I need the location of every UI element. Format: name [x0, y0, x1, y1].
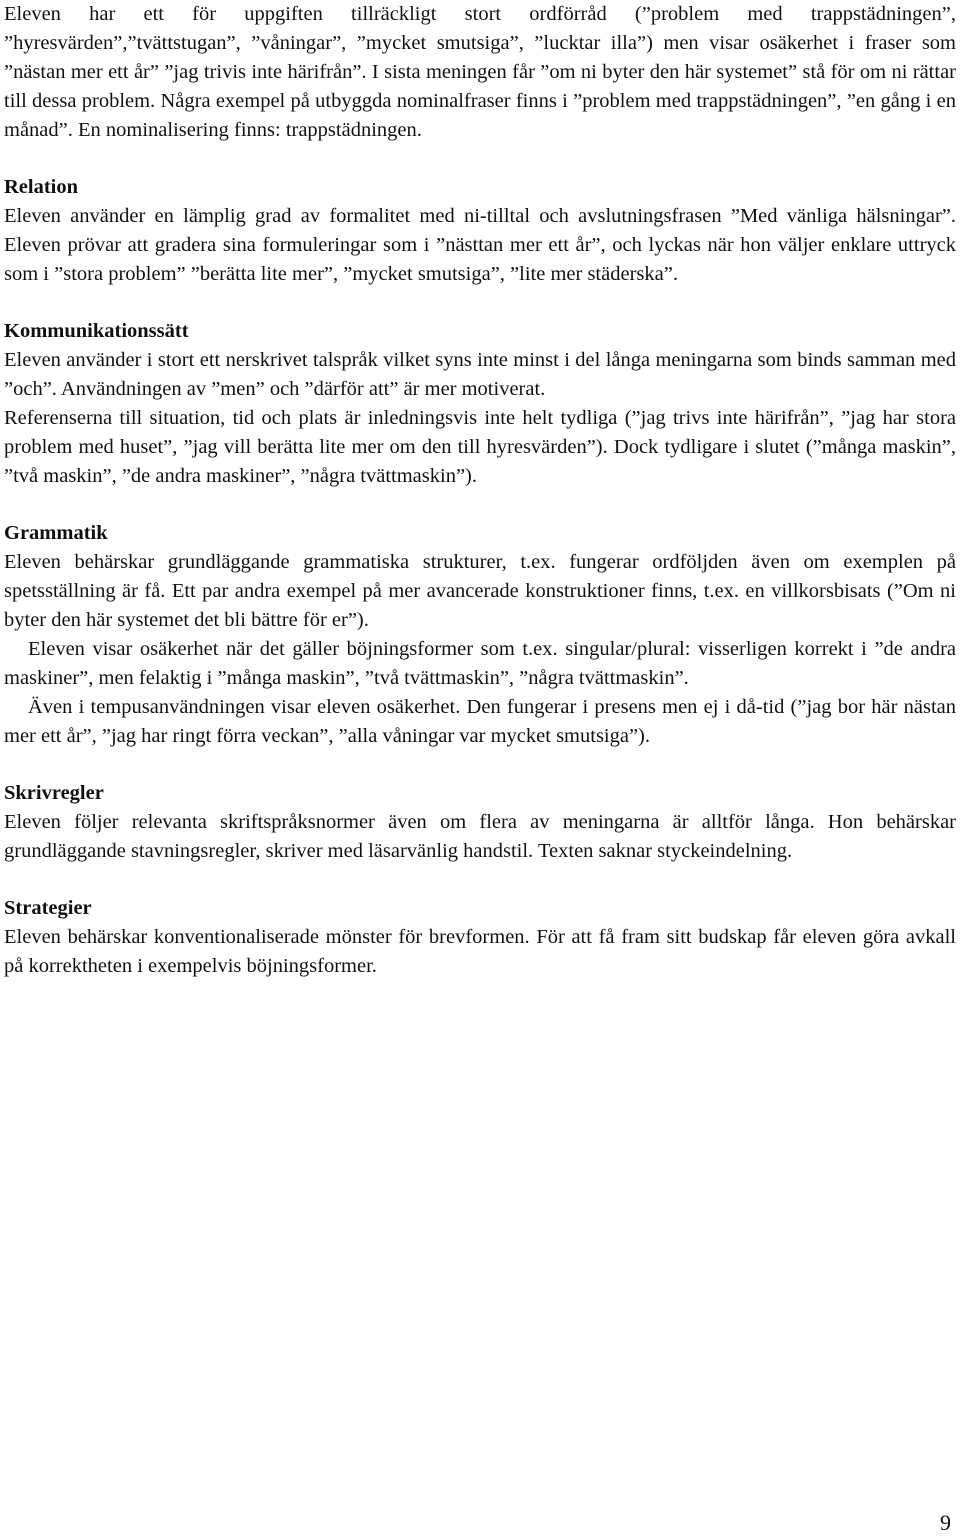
- section-heading-grammatik: Grammatik: [4, 522, 108, 544]
- section-heading-strategier: Strategier: [4, 897, 92, 919]
- section-grammatik: [4, 519, 956, 751]
- section-skrivregler: [4, 779, 956, 866]
- section-strategier: [4, 894, 956, 981]
- kommunikationssatt-paragraph-2: Referenserna till situation, tid och plats är inledningsvis inte helt tydliga (”jag trivs inte härifrån”, ”jag har stora problem med huset”, ”jag vill berätta lite mer om den till hyresvärden”). Dock tydligare i slutet (”många maskin”, ”två maskin”, ”de andra maskiner”, ”några tvättmaskin”).: [4, 407, 956, 487]
- section-gap: [4, 491, 956, 519]
- page-number: 9: [940, 1510, 951, 1535]
- section-heading-skrivregler: Skrivregler: [4, 782, 104, 804]
- intro-paragraph: Eleven har ett för uppgiften tillräckligt stort ordförråd (”problem med trappstädningen”, ”hyresvärden”,”tvättstugan”, ”våningar”, ”mycket smutsiga”, ”lucktar illa”) men visar osäkerhet i fraser som ”nästan mer ett år” ”jag trivis inte härifrån”. I sista meningen får ”om ni byter den här systemet” stå för om ni rättar till dessa problem. Några exempel på utbyggda nominalfraser finns i ”problem med trappstädningen”, ”en gång i en månad”. En nominalisering finns: trappstädningen.: [4, 3, 956, 141]
- section-gap: [4, 751, 956, 779]
- grammatik-paragraph-2: Eleven visar osäkerhet när det gäller böjningsformer som t.ex. singular/plural: visserligen korrekt i ”de andra maskiner”, men felaktig i ”många maskin”, ”två tvättmaskin”, ”några tvättmaskin”.: [4, 638, 956, 689]
- section-heading-kommunikationssatt: Kommunikationssätt: [4, 320, 189, 342]
- section-gap: [4, 866, 956, 894]
- grammatik-paragraph-1: Eleven behärskar grundläggande grammatiska strukturer, t.ex. fungerar ordföljden även om exemplen på spetsställning är få. Ett par andra exempel på mer avancerade konstruktioner finns, t.ex. en villkorsbisats (”Om ni byter den här systemet det bli bättre för er”).: [4, 551, 956, 631]
- strategier-paragraph: Eleven behärskar konventionaliserade mönster för brevformen. För att få fram sitt budskap får eleven göra avkall på korrektheten i exempelvis böjningsformer.: [4, 926, 956, 977]
- kommunikationssatt-paragraph-1: Eleven använder i stort ett nerskrivet talspråk vilket syns inte minst i del långa meningarna som binds samman med ”och”. Användningen av ”men” och ”därför att” är mer motiverat.: [4, 349, 956, 400]
- section-kommunikationssatt: [4, 317, 956, 491]
- grammatik-paragraph-3: Även i tempusanvändningen visar eleven osäkerhet. Den fungerar i presens men ej i då-tid (”jag bor här nästan mer ett år”, ”jag har ringt förra veckan”, ”alla våningar var mycket smutsiga”).: [4, 696, 956, 747]
- section-gap: [4, 289, 956, 317]
- skrivregler-paragraph: Eleven följer relevanta skriftspråksnormer även om flera av meningarna är alltför långa. Hon behärskar grundläggande stavningsregler, skriver med läsarvänlig handstil. Texten saknar styckeindelning.: [4, 811, 956, 862]
- section-heading-relation: Relation: [4, 176, 79, 198]
- section-relation: [4, 173, 956, 289]
- relation-paragraph: Eleven använder en lämplig grad av formalitet med ni-tilltal och avslutningsfrasen ”Med vänliga hälsningar”. Eleven prövar att gradera sina formuleringar som i ”nästtan mer ett år”, och lyckas när hon väljer enklare uttryck som i ”stora problem” ”berätta lite mer”, ”mycket smutsiga”, ”lite mer städerska”.: [4, 205, 956, 285]
- section-gap: [4, 145, 956, 173]
- document-page: [4, 0, 956, 981]
